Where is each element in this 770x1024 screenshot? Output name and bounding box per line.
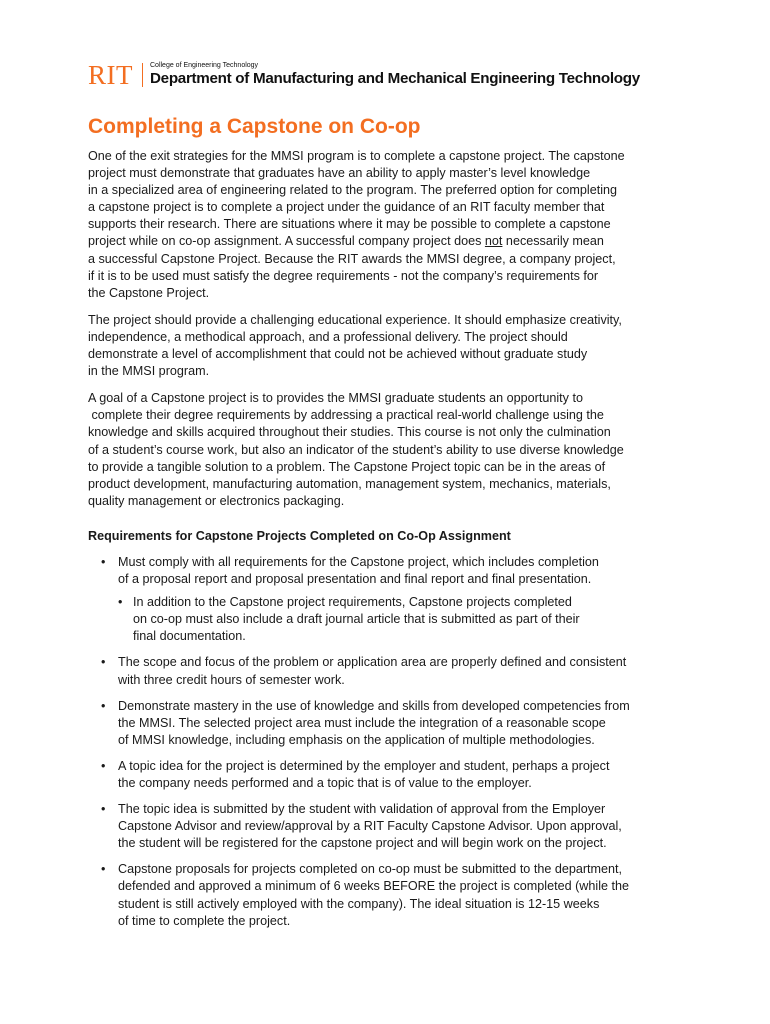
intro-paragraph bbox=[88, 148, 700, 302]
project-experience-paragraph bbox=[88, 312, 700, 380]
text-line: • Capstone proposals for projects completed on co-op must be submitted to the department, bbox=[118, 862, 623, 877]
text-line: One of the exit strategies for the MMSI program is to complete a capstone project. The capstone bbox=[88, 149, 625, 163]
list-item bbox=[88, 654, 700, 688]
text-line: the MMSI. The selected project area must include the integration of a reasonable scope bbox=[118, 715, 606, 730]
text-line: project must demonstrate that graduates have an ability to apply master’s level knowledge bbox=[88, 166, 591, 181]
department-name: Department of Manufacturing and Mechanical Engineering Technology bbox=[150, 70, 640, 87]
text-line: of MMSI knowledge, including emphasis on the application of multiple methodologies. bbox=[118, 732, 595, 747]
text-line: the company needs performed and a topic that is of value to the employer. bbox=[118, 776, 532, 790]
page-title: Completing a Capstone on Co-op bbox=[88, 115, 421, 138]
text-line: • In addition to the Capstone project requirements, Capstone projects completed bbox=[133, 595, 572, 610]
text-line: in a specialized area of engineering related to the program. The preferred option for completing bbox=[88, 183, 618, 198]
text-line: • Must comply with all requirements for the Capstone project, which includes completion bbox=[118, 554, 599, 569]
letterhead bbox=[88, 60, 688, 90]
text-line: of a proposal report and proposal presentation and final report and final presentation. bbox=[118, 572, 592, 587]
text-line: if it is to be used must satisfy the degree requirements - not the company’s requirements for bbox=[88, 268, 599, 283]
text-line: with three credit hours of semester work. bbox=[118, 672, 345, 687]
logo-divider bbox=[142, 63, 143, 87]
text-line: a successful Capstone Project. Because the RIT awards the MMSI degree, a company project, bbox=[88, 251, 616, 266]
text-line: in the MMSI program. bbox=[88, 364, 210, 379]
text-line: the student will be registered for the capstone project and will begin work on the project. bbox=[118, 836, 607, 851]
text-line: • A topic idea for the project is determined by the employer and student, perhaps a project bbox=[118, 758, 610, 773]
text-line: • Demonstrate mastery in the use of knowledge and skills from developed competencies from bbox=[118, 698, 630, 713]
text-line: The project should provide a challenging educational experience. It should emphasize creativity, bbox=[88, 312, 622, 327]
text-line: supports their research. There are situations where it may be possible to complete a capstone bbox=[88, 217, 611, 232]
capstone-goal-paragraph bbox=[88, 390, 700, 510]
text-line: • The topic idea is submitted by the student with validation of approval from the Employer bbox=[118, 802, 606, 817]
text-line: demonstrate a level of accomplishment that could not be achieved without graduate study bbox=[88, 347, 588, 362]
text-line: Capstone Advisor and review/approval by a RIT Faculty Capstone Advisor. Upon approval, bbox=[118, 819, 622, 834]
text-line: independence, a methodical approach, and a professional delivery. The project should bbox=[88, 329, 568, 344]
text-line: final documentation. bbox=[133, 629, 246, 644]
text-line: a capstone project is to complete a project under the guidance of an RIT faculty member that bbox=[88, 200, 605, 215]
rit-logo: RIT bbox=[88, 60, 133, 90]
text-line: the Capstone Project. bbox=[88, 285, 210, 300]
text-line: defended and approved a minimum of 6 weeks BEFORE the project is completed (while the bbox=[118, 879, 630, 894]
requirements-list bbox=[88, 554, 700, 930]
text-segment: project while on co-op assignment. A successful company project does bbox=[88, 234, 485, 249]
text-line: of time to complete the project. bbox=[118, 913, 291, 928]
list-item bbox=[88, 758, 700, 792]
text-segment: necessarily mean bbox=[502, 234, 604, 249]
requirements-heading: Requirements for Capstone Projects Completed on Co-Op Assignment bbox=[88, 528, 511, 543]
emphasis-not: not bbox=[484, 234, 503, 249]
text-line: on co-op must also include a draft journal article that is submitted as part of their bbox=[133, 612, 580, 627]
list-item bbox=[88, 801, 700, 852]
text-line: knowledge and skills acquired throughout their studies. This course is not only the culmination bbox=[88, 425, 611, 440]
document-body bbox=[88, 148, 700, 939]
text-line: student is still actively employed with the company). The ideal situation is 12-15 weeks bbox=[118, 896, 600, 911]
college-name: College of Engineering Technology bbox=[150, 62, 259, 69]
text-line: to provide a tangible solution to a problem. The Capstone Project topic can be in the areas of bbox=[88, 459, 606, 474]
list-item bbox=[88, 698, 700, 749]
text-line: product development, manufacturing automation, management system, mechanics, materials, bbox=[88, 476, 611, 491]
sub-list-item bbox=[118, 594, 700, 645]
text-line: of a student’s course work, but also an indicator of the student’s ability to use diverse knowledge bbox=[88, 442, 624, 457]
text-line bbox=[88, 233, 700, 250]
text-line: quality management or electronics packaging. bbox=[88, 493, 345, 508]
text-line: • The scope and focus of the problem or application area are properly defined and consistent bbox=[118, 655, 627, 670]
list-item bbox=[88, 861, 700, 929]
sub-list bbox=[118, 594, 700, 645]
list-item bbox=[88, 554, 700, 645]
text-line: A goal of a Capstone project is to provides the MMSI graduate students an opportunity to bbox=[88, 391, 583, 406]
text-line: complete their degree requirements by addressing a practical real-world challenge using the bbox=[88, 408, 604, 423]
